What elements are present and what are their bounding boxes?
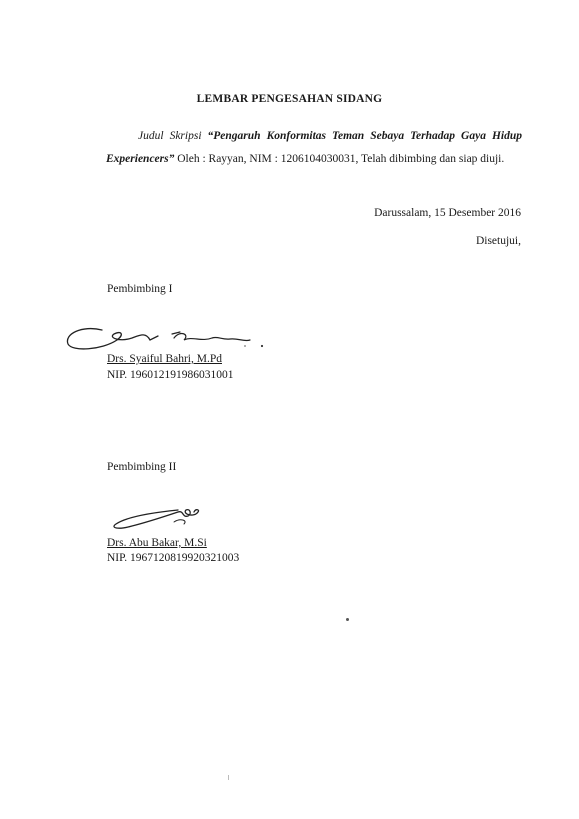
- page-title: LEMBAR PENGESAHAN SIDANG: [196, 93, 383, 105]
- place-date: Darussalam, 15 Desember 2016: [374, 207, 521, 219]
- supervisor-2-nip: NIP. 196712081992032100​3: [107, 552, 240, 564]
- approved-label: Disetujui,: [475, 235, 521, 247]
- supervisor-2-role: Pembimbing II: [107, 461, 177, 473]
- supervisor-1-name: Drs. Syaiful Bahri, M.Pd: [107, 353, 222, 365]
- scan-speck: [346, 618, 349, 621]
- intro-label: Judul Skripsi: [138, 130, 208, 142]
- scan-speck: [228, 775, 229, 780]
- scan-speck: [244, 345, 246, 347]
- supervisor-2-name: Drs. Abu Bakar, M.Si: [107, 537, 207, 549]
- statement-rest: Oleh : Rayyan, NIM : 1206104030031, Telah dibimbing dan siap diuji.: [174, 153, 505, 165]
- supervisor-1-nip: NIP. 196012191986031001: [107, 369, 234, 381]
- supervisor-1-role: Pembimbing I: [107, 283, 173, 295]
- statement-paragraph: [106, 125, 522, 171]
- signature-2: [108, 500, 208, 534]
- thesis-title: “Pengaruh Konformitas Teman Sebaya Terhadap Gaya Hidup Experiencers”: [106, 130, 522, 165]
